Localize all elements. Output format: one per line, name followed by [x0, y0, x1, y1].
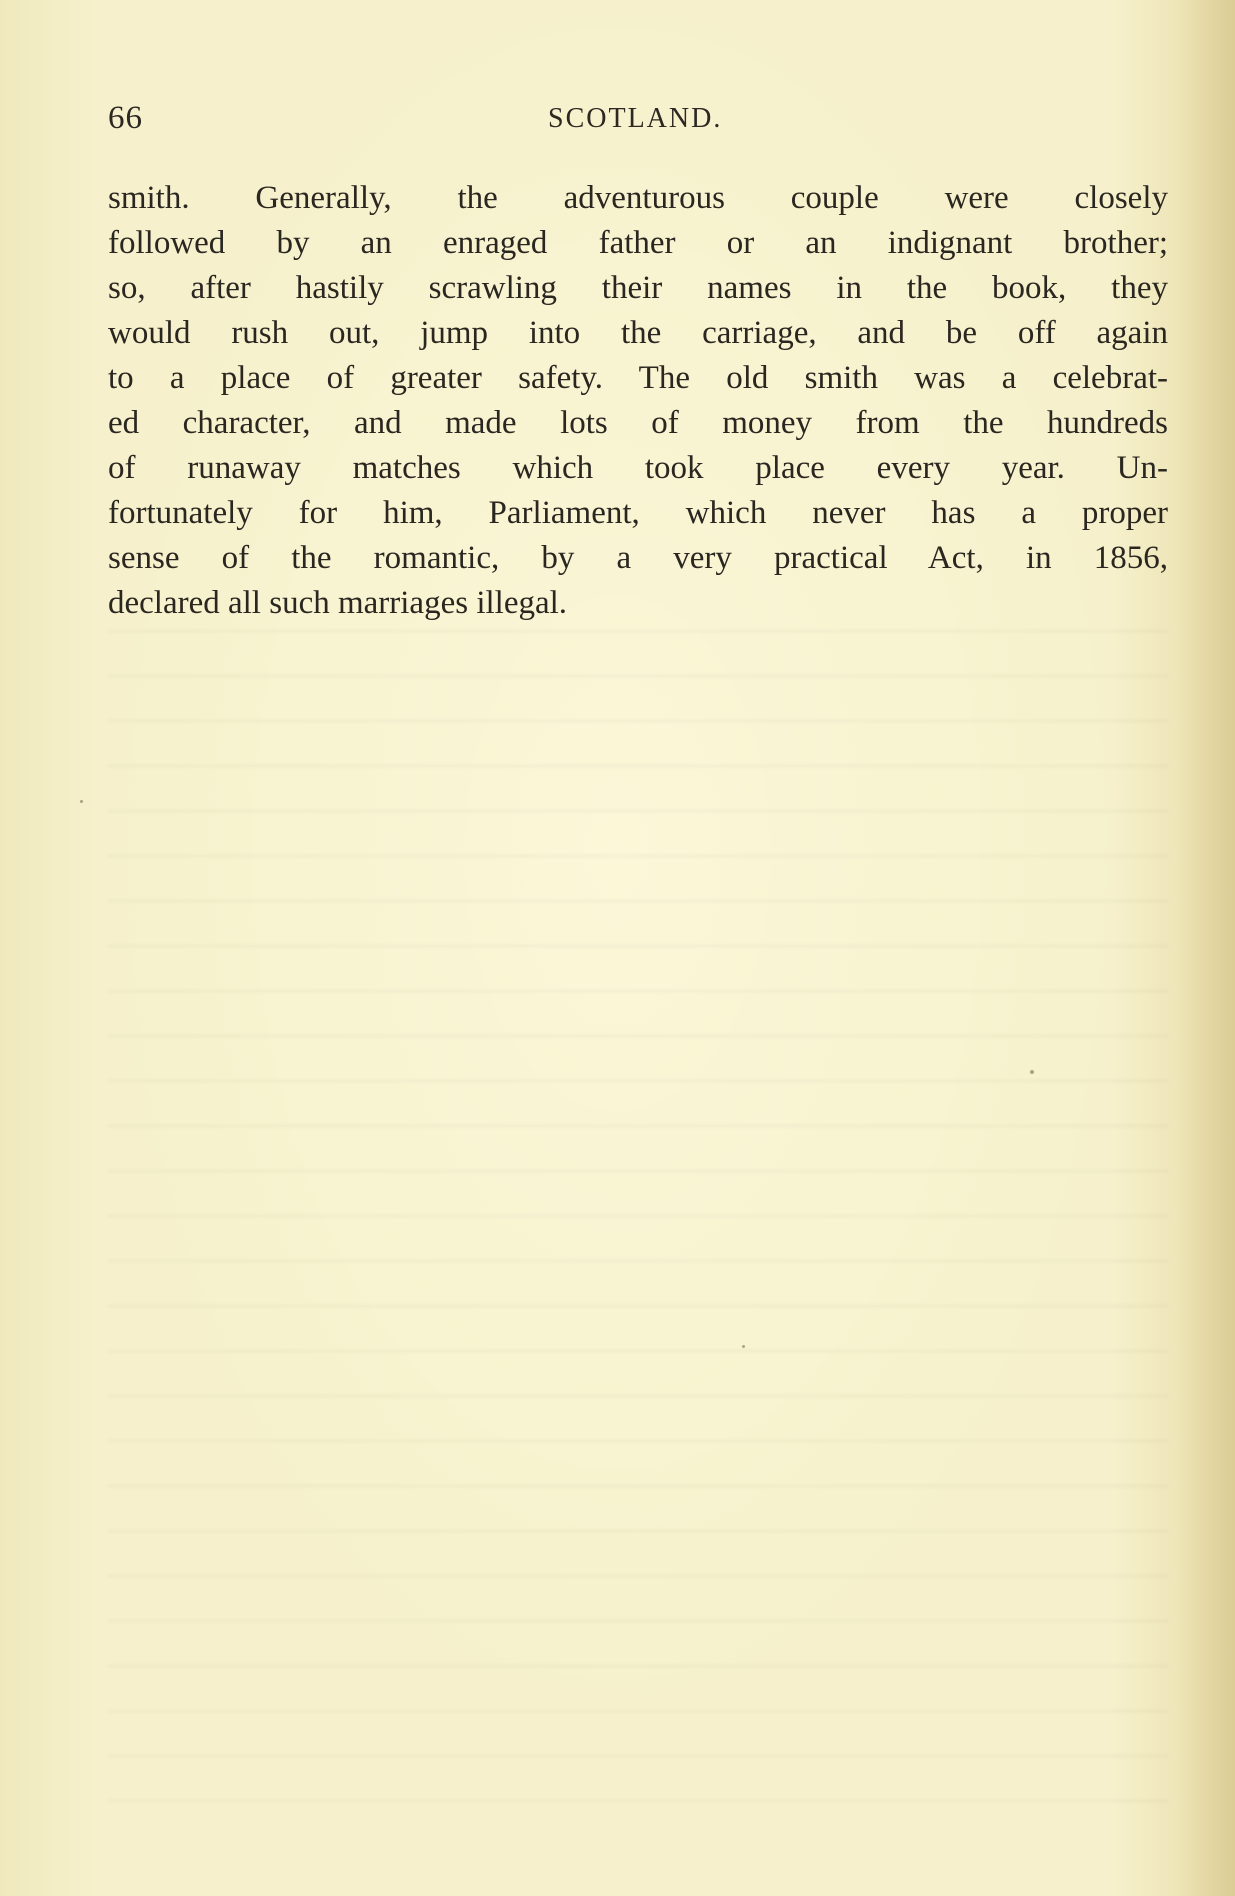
text-line: fortunately for him, Parliament, which never has a proper [108, 495, 1168, 531]
text-line: so, after hastily scrawling their names in the book, they [108, 270, 1168, 306]
text-line: sense of the romantic, by a very practical Act, in 1856, [108, 540, 1168, 576]
show-through-bleed [108, 630, 1168, 1810]
running-title: SCOTLAND. [548, 103, 723, 134]
text-line: smith. Generally, the adventurous couple were closely [108, 180, 1168, 216]
paper-speck [1030, 1070, 1034, 1074]
body-text [108, 176, 1168, 626]
text-line: to a place of greater safety. The old smith was a celebrat- [108, 360, 1168, 396]
text-line: of runaway matches which took place every year. Un- [108, 450, 1168, 486]
text-line: ed character, and made lots of money from the hundreds [108, 405, 1168, 441]
running-head [108, 100, 1168, 140]
text-line-final: declared all such marriages illegal. [108, 585, 568, 621]
paper-speck [742, 1345, 745, 1348]
text-line: would rush out, jump into the carriage, and be off again [108, 315, 1168, 351]
paper-speck [80, 800, 83, 803]
text-line: followed by an enraged father or an indignant brother; [108, 225, 1168, 261]
page-number: 66 [108, 100, 143, 136]
page-edge-shadow [1175, 0, 1235, 1896]
